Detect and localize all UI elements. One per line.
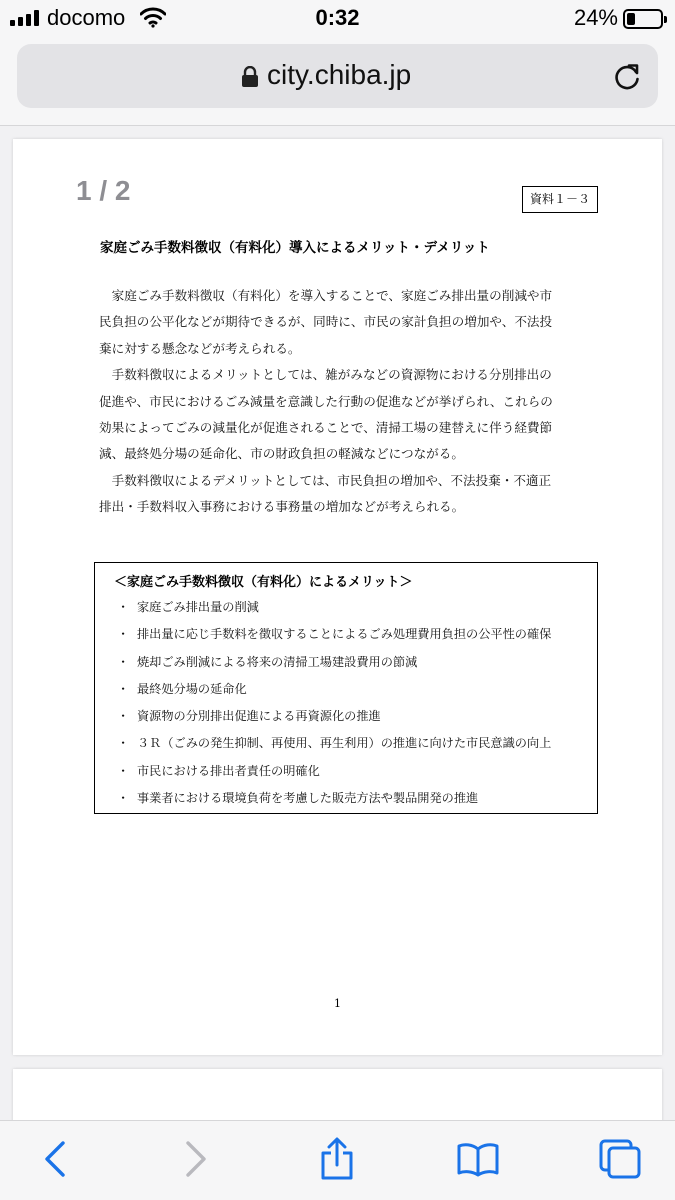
page-number: 1 [334,997,341,1010]
address-bar[interactable] [17,44,658,108]
battery-percent: 24% [573,5,618,30]
browser-chrome [0,40,675,126]
body-line: 促進や、市民におけるごみ減量を意識した行動の促進などが挙げられ、これらの [99,393,553,409]
list-item: ・ 家庭ごみ排出量の削減 [117,600,259,614]
list-item: ・ 排出量に応じ手数料を徴収することによるごみ処理費用負担の公平性の確保 [117,627,552,642]
body-line: 手数料徴収によるメリットとしては、雑がみなどの資源物における分別排出の [111,367,552,383]
bookmarks-icon [456,1141,500,1181]
back-icon [43,1140,67,1182]
status-bar [0,0,675,40]
battery-level [627,13,635,25]
body-line: 民負担の公平化などが期待できるが、同時に、市民の家計負担の増加や、不法投 [99,314,553,330]
merits-box-title: ＜家庭ごみ手数料徴収（有料化）によるメリット＞ [114,575,413,590]
forward-button[interactable] [174,1139,218,1183]
reload-icon[interactable] [612,60,642,96]
bookmarks-button[interactable] [456,1139,500,1183]
carrier-name: docomo [47,5,126,30]
page-indicator: 1 / 2 [76,175,131,206]
list-item: ・ 市民における排出者責任の明確化 [117,763,320,778]
list-item: ・ 最終処分場の延命化 [117,681,247,696]
list-item: ・ 焼却ごみ削減による将来の清掃工場建設費用の節減 [117,654,418,669]
pdf-page [13,139,662,1055]
list-item: ・ ３Ｒ（ごみの発生抑制、再使用、再生利用）の推進に向けた市民意識の向上 [117,736,552,751]
pdf-page-next [13,1069,662,1120]
body-line: 棄に対する懸念などが考えられる。 [99,340,301,356]
tabs-icon [598,1138,642,1184]
body-line: 排出・手数料収入事務における事務量の増加などが考えられる。 [99,499,465,515]
document-reference: 資料１－３ [522,186,598,213]
body-line: 家庭ごみ手数料徴収（有料化）を導入することで、家庭ごみ排出量の削減や市 [111,288,553,303]
merits-list [117,594,551,812]
share-button[interactable] [315,1139,359,1183]
list-item: ・ 資源物の分別排出促進による再資源化の推進 [117,709,381,724]
battery-icon [623,9,663,29]
url-domain[interactable]: city.chiba.jp [267,59,412,90]
list-item: ・ 事業者における環境負荷を考慮した販売方法や製品開発の推進 [117,791,479,806]
forward-icon [184,1140,208,1182]
body-line: 手数料徴収によるデメリットとしては、市民負担の増加や、不法投棄・不適正 [111,472,552,488]
status-time: 0:32 [315,5,360,30]
back-button[interactable] [33,1139,77,1183]
pdf-viewport[interactable] [0,126,675,1120]
tabs-button[interactable] [598,1139,642,1183]
browser-toolbar [0,1120,675,1200]
body-line: 減、最終処分場の延命化、市の財政負担の軽減などにつながる。 [99,446,464,462]
merits-box [94,562,598,814]
body-line: 効果によってごみの減量化が促進されることで、清掃工場の建替えに伴う経費節 [99,420,553,436]
document-body [99,283,579,521]
share-icon [318,1137,356,1185]
lock-icon [241,66,259,92]
document-title: 家庭ごみ手数料徴収（有料化）導入によるメリット・デメリット [100,240,490,256]
